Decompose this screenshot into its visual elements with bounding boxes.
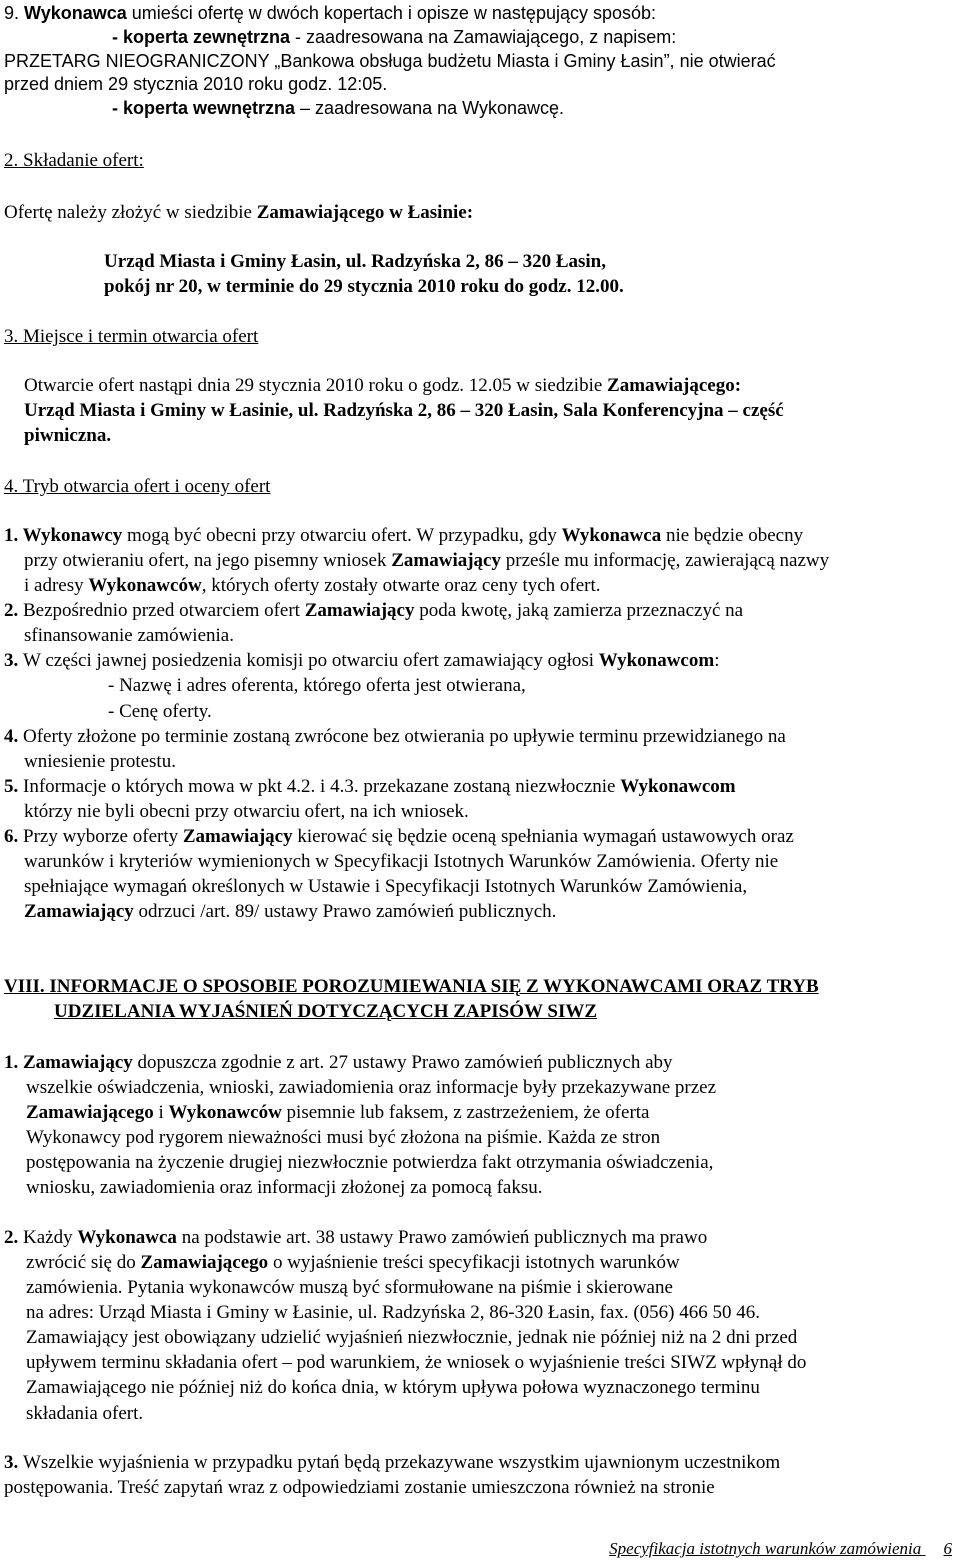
text-line — [4, 1325, 956, 1350]
text-run: W części jawnej posiedzenia komisji po otwarciu ofert zamawiający ogłosi — [23, 650, 599, 672]
term-wykonawca: Wykonawca — [24, 3, 127, 23]
text-line — [4, 749, 956, 774]
text-line — [4, 598, 956, 623]
page-footer — [609, 1538, 952, 1560]
text-run: Bezpośrednio przed otwarciem ofert — [23, 600, 305, 622]
bold-term: Wykonawca — [77, 1227, 177, 1248]
numbered-item — [4, 523, 956, 598]
bold-term: Zamawiający — [182, 825, 293, 847]
item-number: 2. — [4, 600, 23, 622]
text-run: nie będzie obecny — [661, 525, 804, 546]
text-run: sfinansowanie zamówienia. — [24, 625, 234, 647]
item-number: 5. — [4, 775, 23, 797]
item-number: 6. — [4, 825, 23, 847]
text-run: Wykonawcy pod rygorem nieważności musi być złożona na piśmie. Każda ze stron — [26, 1127, 661, 1149]
numbered-item — [4, 1050, 956, 1200]
section-number: 9. — [4, 3, 20, 23]
section-viii-heading — [4, 974, 819, 1024]
text-run: poda kwotę, jaką zamierza przeznaczyć na — [414, 600, 744, 622]
lead-bold: Zamawiającego w Łasinie: — [256, 202, 474, 223]
text-run: Przy wyborze oferty — [23, 825, 183, 847]
text-run: , których oferty zostały otwarte oraz ceny tych ofert. — [201, 575, 601, 597]
text-line — [4, 1075, 956, 1100]
bold-term: Zamawiający — [391, 550, 501, 572]
text-run: upływem terminu składania ofert – pod warunkiem, że wniosek o wyjaśnienie treści SIWZ wpłynął do — [26, 1352, 807, 1374]
numbered-item — [4, 1225, 956, 1426]
text-run: prześle mu informację, zawierającą nazwy — [501, 550, 830, 572]
text-run: odrzuci /art. 89/ ustawy Prawo zamówień publicznych. — [133, 901, 557, 923]
opening-info — [24, 373, 784, 448]
text-line — [4, 523, 956, 548]
text-line — [4, 1100, 956, 1125]
text-line — [4, 1150, 956, 1175]
tender-title-line-1: PRZETARG NIEOGRANICZONY „Bankowa obsługa budżetu Miasta i Gminy Łasin”, nie otwierać — [4, 50, 776, 71]
text-run: i — [153, 1102, 169, 1124]
opening-line-2: Urząd Miasta i Gminy w Łasinie, ul. Radzyńska 2, 86 – 320 Łasin, Sala Konferencyjna – część — [24, 400, 784, 422]
intro-text: umieści ofertę w dwóch kopertach i opisze w następujący sposób: — [126, 3, 657, 23]
procedure-list — [4, 523, 956, 924]
text-run: Zamawiającego nie później niż do końca dnia, w którym upływa połowa wyznaczonego terminu — [26, 1377, 760, 1399]
bold-term: Wykonawców — [88, 575, 202, 597]
text-line — [4, 548, 956, 573]
inner-envelope-text: – zaadresowana na Wykonawcę. — [295, 98, 565, 118]
viii-paragraph-3 — [4, 1450, 956, 1500]
section-viii-heading-line-1: VIII. INFORMACJE O SPOSOBIE POROZUMIEWANIA SIĘ Z WYKONAWCAMI ORAZ TRYB — [4, 976, 819, 997]
text-run: postępowania. Treść zapytań wraz z odpowiedziami zostanie umieszczona również na stronie — [4, 1477, 715, 1499]
item-number: 3. — [4, 650, 23, 672]
text-line — [4, 1300, 956, 1325]
text-run: wniosku, zawiadomienia oraz informacji złożonej za pomocą faksu. — [26, 1177, 543, 1199]
text-run: mogą być obecni przy otwarciu ofert. W przypadku, gdy — [122, 525, 562, 546]
section-viii-heading-line-2: UDZIELANIA WYJAŚNIEŃ DOTYCZĄCYCH ZAPISÓW SIWZ — [54, 1001, 598, 1023]
bold-term: Wykonawcom — [620, 775, 736, 797]
text-run: którzy nie byli obecni przy otwarciu ofert, na ich wniosek. — [24, 800, 469, 822]
bold-term: Wykonawcom — [598, 650, 715, 672]
text-line — [4, 799, 956, 824]
address-line-1: Urząd Miasta i Gminy Łasin, ul. Radzyńska 2, 86 – 320 Łasin, — [104, 251, 606, 272]
text-run: zamówienia. Pytania wykonawców muszą być sformułowane na piśmie i skierowane — [26, 1277, 673, 1299]
text-run: Oferty złożone po terminie zostaną zwrócone bez otwierania po upływie terminu przewidzianego na — [23, 725, 786, 747]
text-line — [4, 849, 956, 874]
heading-skladanie-ofert: 2. Składanie ofert: — [4, 150, 144, 171]
text-run: postępowania na życzenie drugiej niezwłocznie potwierdza fakt otrzymania oświadczenia, — [26, 1152, 714, 1174]
item-number: 4. — [4, 725, 23, 747]
numbered-item — [4, 824, 956, 924]
text-line — [4, 899, 956, 924]
text-line — [4, 648, 956, 673]
inner-envelope-label: - koperta wewnętrzna — [112, 98, 296, 118]
text-line — [4, 1050, 956, 1075]
text-run: Zamawiający jest obowiązany udzielić wyjaśnień niezwłocznie, jednak nie później niż na 2 dni przed — [26, 1327, 798, 1349]
text-line — [4, 573, 956, 598]
text-line — [4, 874, 956, 899]
numbered-item — [4, 724, 956, 774]
text-run: zwrócić się do — [26, 1252, 141, 1274]
text-line — [4, 724, 956, 749]
text-run: spełniające wymagań określonych w Ustawie i Specyfikacji Istotnych Warunków Zamówienia, — [24, 876, 748, 898]
text-run: na podstawie art. 38 ustawy Prawo zamówień publicznych ma prawo — [176, 1227, 708, 1248]
page-number: 6 — [943, 1539, 952, 1558]
numbered-item — [4, 1450, 956, 1500]
text-run: Wszelkie wyjaśnienia w przypadku pytań będą przekazywane wszystkim ujawnionym uczestnikom — [23, 1452, 781, 1473]
bold-term: Wykonawcy — [22, 525, 123, 546]
bold-term: Wykonawców — [168, 1102, 282, 1124]
item-number: 1. — [4, 1052, 23, 1073]
text-line — [4, 1450, 956, 1475]
opening-bold: Zamawiającego: — [607, 375, 742, 396]
bold-term: Zamawiający — [24, 901, 134, 923]
numbered-item — [4, 598, 956, 648]
text-line — [4, 824, 956, 849]
text-line — [4, 774, 956, 799]
text-line — [4, 1401, 956, 1426]
offer-submission-lead — [4, 200, 473, 225]
opening-line-3: piwniczna. — [24, 425, 112, 447]
item-number: 3. — [4, 1452, 23, 1473]
numbered-item — [4, 774, 956, 824]
bold-term: Zamawiającego — [26, 1102, 154, 1124]
text-line — [4, 1175, 956, 1200]
sub-bullet: - Cenę oferty. — [108, 700, 212, 722]
text-run: dopuszcza zgodnie z art. 27 ustawy Prawo zamówień publicznych aby — [132, 1052, 673, 1073]
viii-paragraph-1 — [4, 1050, 956, 1200]
bold-term: Zamawiającego — [140, 1252, 269, 1274]
text-line — [4, 1375, 956, 1400]
lead-text: Ofertę należy złożyć w siedzibie — [4, 202, 257, 223]
viii-paragraph-2 — [4, 1225, 956, 1426]
text-run: : — [714, 650, 720, 672]
text-run: wniesienie protestu. — [24, 750, 176, 772]
inner-envelope-line — [4, 97, 956, 121]
numbered-item — [4, 648, 956, 723]
outer-envelope-line — [4, 26, 956, 50]
item-number: 1. — [4, 525, 23, 546]
text-line — [4, 1125, 956, 1150]
text-run: na adres: Urząd Miasta i Gminy w Łasinie, ul. Radzyńska 2, 86-320 Łasin, fax. (056) 466 50 46. — [26, 1302, 760, 1324]
text-line — [4, 1475, 956, 1500]
text-line — [4, 1250, 956, 1275]
text-run: wszelkie oświadczenia, wnioski, zawiadomienia oraz informacje były przekazywane przez — [26, 1077, 717, 1099]
heading-miejsce-termin: 3. Miejsce i termin otwarcia ofert — [4, 326, 259, 347]
text-run: przy otwieraniu ofert, na jego pisemny wniosek — [24, 550, 392, 572]
text-line — [4, 623, 956, 648]
sub-bullet: - Nazwę i adres oferenta, którego oferta jest otwierana, — [108, 675, 526, 697]
text-run: Każdy — [23, 1227, 78, 1248]
bold-term: Zamawiający — [304, 600, 415, 622]
text-line — [4, 1225, 956, 1250]
opening-line-1 — [24, 373, 784, 398]
footer-title: Specyfikacja istotnych warunków zamówienia — [609, 1539, 922, 1558]
text-run: kierować się będzie oceną spełniania wymagań ustawowych oraz — [292, 825, 794, 847]
text-line — [4, 1275, 956, 1300]
outer-envelope-text: - zaadresowana na Zamawiającego, z napisem: — [290, 26, 677, 47]
section-9-intro — [4, 2, 956, 26]
heading-tryb-otwarcia: 4. Tryb otwarcia ofert i oceny ofert — [4, 476, 271, 497]
text-line — [4, 1350, 956, 1375]
bold-term: Wykonawca — [561, 525, 662, 546]
tender-title-line-2: przed dniem 29 stycznia 2010 roku godz. 12:05. — [4, 74, 388, 95]
text-run: składania ofert. — [26, 1402, 144, 1424]
text-run: o wyjaśnienie treści specyfikacji istotnych warunków — [268, 1252, 680, 1274]
text-run: i adresy — [24, 575, 89, 597]
text-run: warunków i kryteriów wymienionych w Specyfikacji Istotnych Warunków Zamówienia. Oferty nie — [24, 851, 779, 873]
address-line-2: pokój nr 20, w terminie do 29 stycznia 2010 roku do godz. 12.00. — [104, 276, 624, 298]
text-run: Informacje o których mowa w pkt 4.2. i 4.3. przekazane zostaną niezwłocznie — [23, 775, 621, 797]
section-9 — [4, 2, 956, 121]
bold-term: Zamawiający — [23, 1052, 133, 1073]
office-address — [104, 249, 624, 299]
opening-text: Otwarcie ofert nastąpi dnia 29 stycznia 2010 roku o godz. 12.05 w siedzibie — [24, 375, 608, 396]
outer-envelope-label: - koperta zewnętrzna — [112, 26, 291, 47]
text-run: pisemnie lub faksem, z zastrzeżeniem, że oferta — [281, 1102, 650, 1124]
item-number: 2. — [4, 1227, 23, 1248]
